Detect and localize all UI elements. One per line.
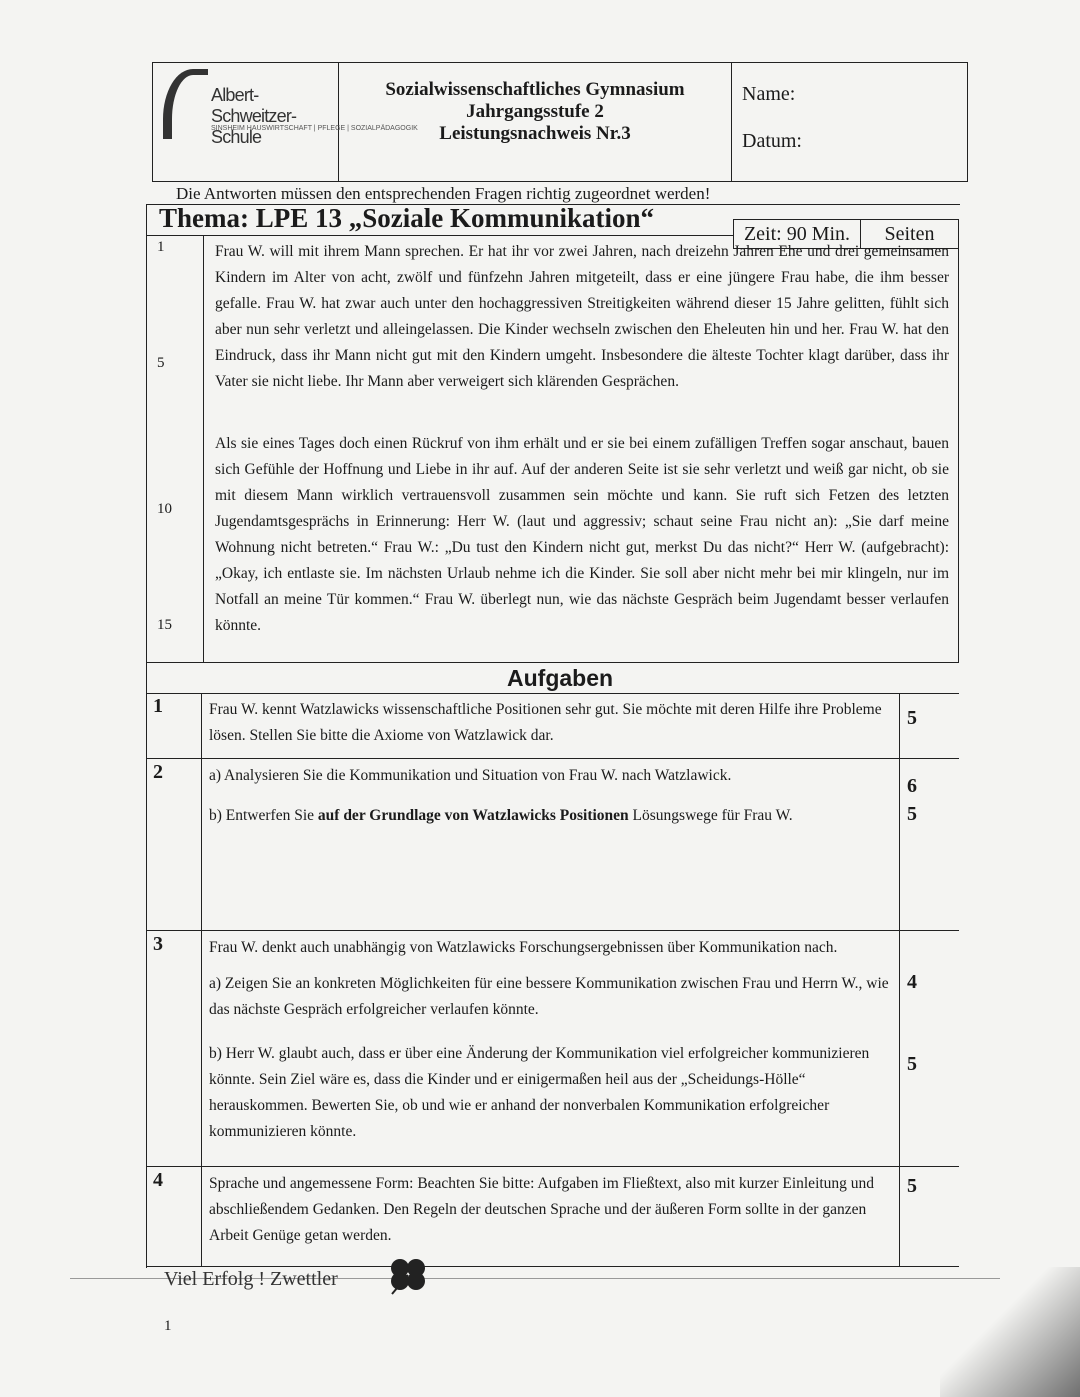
task-divider bbox=[201, 931, 202, 1166]
exam-header bbox=[152, 62, 968, 182]
line-number: 1 bbox=[157, 239, 165, 255]
line-number: 15 bbox=[157, 617, 172, 633]
date-label: Datum: bbox=[742, 130, 802, 152]
scan-shadow bbox=[940, 1267, 1080, 1397]
task-points: 5 bbox=[907, 707, 917, 729]
task-points-b: 5 bbox=[907, 1053, 917, 1075]
task-text-b-emphasis: auf der Grundlage von Watzlawicks Positionen bbox=[317, 807, 629, 824]
time-box: Zeit: 90 Min. bbox=[733, 219, 861, 249]
school-subtitle: SINSHEIM HAUSWIRTSCHAFT | PFLEGE | SOZIALPÄDAGOGIK bbox=[211, 125, 418, 132]
points-divider bbox=[899, 1167, 900, 1266]
task-intro: Frau W. denkt auch unabhängig von Watzlawicks Forschungsergebnissen über Kommunikation nach. bbox=[209, 939, 838, 956]
title-line-1: Sozialwissenschaftliches Gymnasium bbox=[385, 79, 685, 100]
task-2 bbox=[147, 759, 959, 931]
task-text-b: b) Herr W. glaubt auch, dass er über eine Änderung der Kommunikation viel erfolgreicher kommunizieren könnte. Sein Ziel wäre es, dass die Kinder und er einigermaßen heil aus der „Scheidungs-Hölle“ herauskommen. Bewerten Sie, ob und wie er anhand der nonverbalen Kommunikation erfolgreicher kommunizieren könnte. bbox=[209, 1045, 870, 1140]
task-divider bbox=[201, 759, 202, 930]
task-text: Frau W. kennt Watzlawicks wissenschaftliche Positionen sehr gut. Sie möchte mit deren Hilfe ihre Probleme lösen. Stellen Sie bitte die Axiome von Watzlawick dar. bbox=[209, 701, 882, 744]
task-points-b: 5 bbox=[907, 803, 917, 825]
points-divider bbox=[899, 693, 900, 758]
logo-mark-icon bbox=[163, 69, 208, 139]
student-fields bbox=[732, 63, 967, 181]
page-number: 1 bbox=[164, 1318, 172, 1334]
tasks-heading-row bbox=[147, 663, 959, 694]
task-number: 3 bbox=[153, 933, 163, 955]
school-logo bbox=[153, 63, 418, 181]
exam-title bbox=[339, 63, 732, 181]
task-text: Sprache und angemessene Form: Beachten Sie bitte: Aufgaben im Fließtext, also mit kurzer Einleitung und abschließendem Gedanken. Den Regeln der deutschen Sprache und der äußeren Form sollte in der ganzen Arbeit Genüge getan werden. bbox=[209, 1175, 875, 1244]
task-number: 1 bbox=[153, 695, 163, 717]
title-line-2: Jahrgangsstufe 2 bbox=[466, 101, 604, 122]
name-label: Name: bbox=[742, 83, 796, 105]
line-number-divider bbox=[203, 235, 204, 662]
task-4 bbox=[147, 1167, 959, 1267]
task-text-a: a) Analysieren Sie die Kommunikation und Situation von Frau W. nach Watzlawick. bbox=[209, 767, 732, 784]
task-text-b-start: b) Entwerfen Sie bbox=[209, 807, 318, 824]
task-1 bbox=[147, 693, 959, 759]
task-text-b-end: Lösungswege für Frau W. bbox=[628, 807, 793, 824]
case-text-box bbox=[147, 235, 959, 663]
task-divider bbox=[201, 693, 202, 758]
task-number: 2 bbox=[153, 761, 163, 783]
task-points: 5 bbox=[907, 1175, 917, 1197]
task-points-a: 4 bbox=[907, 971, 917, 993]
exam-table bbox=[146, 204, 960, 1268]
task-number: 4 bbox=[153, 1169, 163, 1191]
points-divider bbox=[899, 931, 900, 1166]
school-name: Albert-Schweitzer-Schule bbox=[211, 85, 297, 147]
task-3 bbox=[147, 931, 959, 1167]
task-divider bbox=[201, 1167, 202, 1266]
points-divider bbox=[899, 759, 900, 930]
tasks-heading: Aufgaben bbox=[507, 665, 614, 691]
footer-greeting: Viel Erfolg ! Zwettler bbox=[164, 1268, 338, 1290]
instruction-note: Die Antworten müssen den entsprechenden Fragen richtig zugeordnet werden! bbox=[176, 184, 711, 203]
task-points-a: 6 bbox=[907, 775, 917, 797]
case-paragraph-2: Als sie eines Tages doch einen Rückruf von ihm erhält und er sie bei einem zufälligen Treffen sogar anschaut, bauen sich Gefühle der Hoffnung und Liebe in ihr auf. Auf der anderen Seite ist sie sehr verletzt und weiß gar nicht, ob sie mit diesem Mann wirklich vertrauensvoll zusammen sein möchte und kann. Sie ruft sich Fetzen des letzten Jugendamtsgesprächs in Erinnerung: Herr W. (laut und aggressiv; schaut seine Frau nicht an): „Sie darf meine Wohnung nicht betreten.“ Frau W.: „Du tust den Kindern nicht gut, merkst Du das nicht?“ Herr W. (aufgebracht): „Okay, ich entlaste sie. Im nächsten Urlaub nehme ich die Kinder. Sie soll aber nicht mehr bei mir klingeln, nur im Notfall an meine Tür kommen.“ Frau W. überlegt nun, wie das nächste Gespräch beim Jugendamt besser verlaufen könnte. bbox=[215, 435, 949, 634]
line-number: 5 bbox=[157, 355, 165, 371]
title-line-3: Leistungsnachweis Nr.3 bbox=[439, 123, 631, 144]
theme-title: Thema: LPE 13 „Soziale Kommunikation“ bbox=[159, 203, 655, 233]
case-paragraph-1: Frau W. will mit ihrem Mann sprechen. Er hat ihr vor zwei Jahren, nach dreizehn Jahren Ehe und drei gemeinsamen Kindern im Alter von acht, zwölf und fünfzehn Jahren mitgeteilt, dass er eine jüngere Frau habe, die ihm besser gefalle. Frau W. hat zwar auch unter den hochaggressiven Streitigkeiten während dieser 15 Jahre gelitten, fühlt sich aber nun sehr verletzt und alleingelassen. Die Kinder wechseln zwischen den Eheleuten hin und her. Frau W. hat den Eindruck, dass ihr Mann nicht gut mit den Kindern umgeht. Insbesondere die älteste Tochter klagt darüber, dass ihr Vater sie nicht liebe. Ihr Mann aber verweigert sich klärenden Gesprächen. bbox=[215, 243, 949, 390]
task-text-a: a) Zeigen Sie an konkreten Möglichkeiten für eine bessere Kommunikation zwischen Frau und Herrn W., wie das nächste Gespräch erfolgreicher verlaufen könnte. bbox=[209, 975, 889, 1018]
line-number: 10 bbox=[157, 501, 172, 517]
task-text-b bbox=[209, 803, 891, 829]
pages-box: Seiten bbox=[861, 219, 959, 249]
clover-icon bbox=[382, 1254, 434, 1296]
